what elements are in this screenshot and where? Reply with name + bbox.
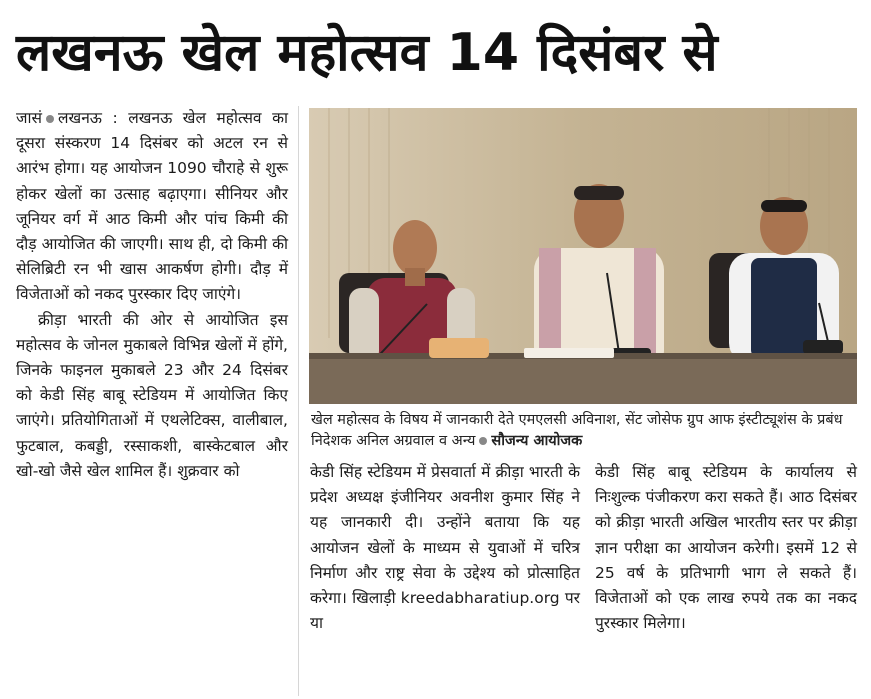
dateline-source: जासं (16, 109, 42, 127)
photo-credit: सौजन्य आयोजक (491, 433, 583, 449)
bullet-icon (479, 437, 487, 445)
article-column-middle (310, 460, 580, 636)
lead-text: लखनऊ खेल महोत्सव का दूसरा संस्करण 14 दिसंबर को अटल रन से आरंभ होगा। यह आयोजन 1090 चौराहे से शुरू होकर खेलों का उत्साह बढ़ाएगा। सीनियर और जूनियर वर्ग में आठ किमी और पांच किमी की दौड़ आयोजित की जाएगी। साथ ही, दो किमी की सेलिब्रिटी रन भी खास आकर्षण होगी। दौड़ में विजेताओं को नकद पुरस्कार दिए जाएंगे। (16, 109, 289, 304)
photo-caption (311, 410, 857, 452)
paragraph-mid: केडी सिंह स्टेडियम में प्रेसवार्ता में क्रीड़ा भारती के प्रदेश अध्यक्ष इंजीनियर अवनीश कुमार सिंह ने यह जानकारी दी। उन्होंने बताया कि यह आयोजन खेलों के माध्यम से युवाओं में चरित्र निर्माण और राष्ट्र सेवा के उद्देश्य को प्रोत्साहित करेगा। खिलाड़ी kreedabharatiup.org पर या (310, 463, 580, 633)
column-divider (298, 106, 299, 696)
photo-illustration (309, 108, 857, 404)
headline: लखनऊ खेल महोत्सव 14 दिसंबर से (16, 23, 718, 83)
bullet-icon (46, 115, 54, 123)
paragraph-right: केडी सिंह बाबू स्टेडियम के कार्यालय से निःशुल्क पंजीकरण करा सकते हैं। आठ दिसंबर को क्रीड़ा भारती अखिल भारतीय स्तर पर क्रीड़ा ज्ञान परीक्षा का आयोजन करेगी। इसमें 12 से 25 वर्ष के प्रतिभागी भाग ले सकते हैं। विजेताओं को एक लाख रुपये तक का नकद पुरस्कार मिलेगा। (595, 463, 857, 633)
caption-text: खेल महोत्सव के विषय में जानकारी देते एमएलसी अविनाश, सेंट जोसेफ ग्रुप आफ इंस्टीट्यूशंस के प्रबंध निदेशक अनिल अग्रवाल व अन्य (311, 412, 843, 449)
article-column-left (16, 106, 288, 484)
press-conference-photo (309, 108, 857, 404)
article-column-right (595, 460, 857, 636)
lead-paragraph (16, 106, 288, 308)
dateline-place: लखनऊ : (58, 109, 118, 127)
paragraph-2: क्रीड़ा भारती की ओर से आयोजित इस महोत्सव के जोनल मुकाबले विभिन्न खेलों में होंगे, जिनके फाइनल मुकाबले 23 और 24 दिसंबर को केडी सिंह बाबू स्टेडियम में आयोजित किए जाएंगे। प्रतियोगिताओं में एथलेटिक्स, वालीबाल, फुटबाल, कबड्डी, रस्साकशी, बास्केटबाल और खो-खो जैसे खेल शामिल हैं। शुक्रवार को (16, 310, 288, 480)
